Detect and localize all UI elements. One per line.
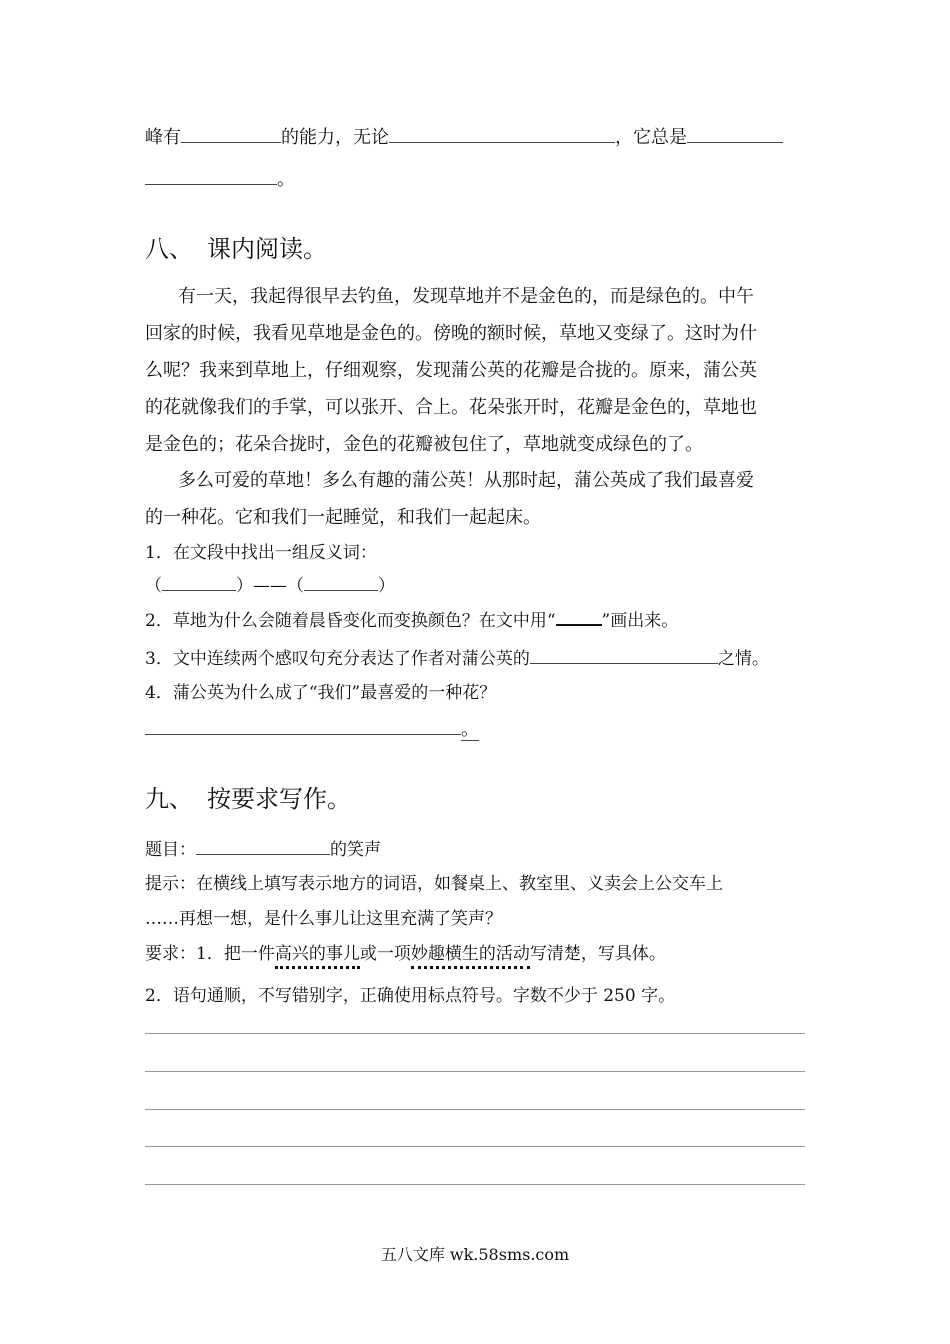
- top-line-1: [145, 124, 783, 151]
- section9-heading: [145, 784, 351, 814]
- blank-1[interactable]: [181, 124, 281, 143]
- requirement-2: 2．语句通顺，不写错别字，正确使用标点符号。字数不少于 250 字。: [145, 986, 676, 1006]
- question-1: 1．在文段中找出一组反义词：: [145, 543, 377, 563]
- writing-line-2[interactable]: [145, 1071, 805, 1072]
- hint-line-1: 提示：在横线上填写表示地方的词语，如餐桌上、教室里、义卖会上公交车上: [145, 874, 723, 894]
- section9-number: 九、: [145, 785, 193, 813]
- q3-blank[interactable]: [530, 645, 718, 664]
- para1-line-2: 回家的时候，我看见草地是金色的。傍晚的额时候，草地又变绿了。这时为什: [145, 323, 757, 344]
- blank-4[interactable]: [145, 166, 277, 185]
- q1-open: （: [145, 576, 162, 596]
- q1-mid: ）——（: [236, 576, 304, 596]
- q2-underline-mark: [556, 608, 602, 626]
- top-line-2: [145, 166, 295, 193]
- section8-number: 八、: [145, 235, 193, 263]
- q2-text-a: 2．草地为什么会随着晨昏变化而变换颜色？在文中用“: [145, 611, 556, 631]
- req-emphasis-1: 高兴的事儿: [275, 944, 360, 969]
- q3-text-a: 3．文中连续两个感叹句充分表达了作者对蒲公英的: [145, 649, 530, 669]
- para2-line-2: 的一种花。它和我们一起睡觉，和我们一起起床。: [145, 507, 541, 528]
- writing-line-3[interactable]: [145, 1109, 805, 1110]
- q1-blank-1[interactable]: [162, 572, 236, 591]
- question-1-answer: [145, 572, 395, 599]
- section9-title: 按要求写作。: [207, 785, 351, 813]
- question-4: 4．蒲公英为什么成了“我们”最喜爱的一种花？: [145, 683, 497, 703]
- requirement-1: [145, 941, 666, 967]
- blank-2[interactable]: [389, 124, 615, 143]
- para1-line-3: 么呢？我来到草地上，仔细观察，发现蒲公英的花瓣是合拢的。原来，蒲公英: [145, 360, 757, 381]
- question-3: [145, 645, 769, 672]
- q2-text-b: ”画出来。: [601, 611, 679, 631]
- q4-blank[interactable]: [145, 716, 461, 735]
- para2-line-1: 多么可爱的草地！多么有趣的蒲公英！从那时起，蒲公英成了我们最喜爱: [178, 470, 754, 491]
- q1-close: ）: [378, 576, 395, 596]
- q1-blank-2[interactable]: [304, 572, 378, 591]
- top-text-a: 峰有: [145, 127, 181, 148]
- top-text-c: ，它总是: [615, 127, 687, 148]
- section8-heading: [145, 234, 327, 264]
- writing-line-1[interactable]: [145, 1033, 805, 1034]
- req-emphasis-2: 妙趣横生的活动: [411, 944, 530, 969]
- topic-label: 题目：: [145, 840, 196, 860]
- blank-3[interactable]: [687, 124, 783, 143]
- topic-line: [145, 836, 381, 863]
- topic-suffix: 的笑声: [330, 840, 381, 860]
- q3-text-b: 之情。: [717, 649, 769, 669]
- para1-line-4: 的花就像我们的手掌，可以张开、合上。花朵张开时，花瓣是金色的，草地也: [145, 397, 757, 418]
- para1-line-1: 有一天，我起得很早去钓鱼，发现草地并不是金色的，而是绿色的。中午: [178, 286, 754, 307]
- writing-line-5[interactable]: [145, 1184, 805, 1185]
- footer-watermark: 五八文库 wk.58sms.com: [380, 1245, 570, 1264]
- top-line-2-end: 。: [277, 169, 295, 190]
- topic-blank[interactable]: [196, 836, 330, 855]
- q4-end: 。: [461, 719, 479, 740]
- question-2: [145, 608, 678, 634]
- req-text-c: 写清楚，写具体。: [529, 944, 666, 964]
- top-text-b: 的能力，无论: [281, 127, 389, 148]
- question-4-answer: [145, 716, 479, 743]
- req-text-a: 要求：1．把一件: [145, 944, 275, 964]
- para1-line-5: 是金色的；花朵合拢时，金色的花瓣被包住了，草地就变成绿色的了。: [145, 434, 703, 455]
- req-text-b: 或一项: [359, 944, 411, 964]
- writing-line-4[interactable]: [145, 1146, 805, 1147]
- hint-line-2: ……再想一想，是什么事儿让这里充满了笑声？: [145, 909, 502, 929]
- section8-title: 课内阅读。: [207, 235, 327, 263]
